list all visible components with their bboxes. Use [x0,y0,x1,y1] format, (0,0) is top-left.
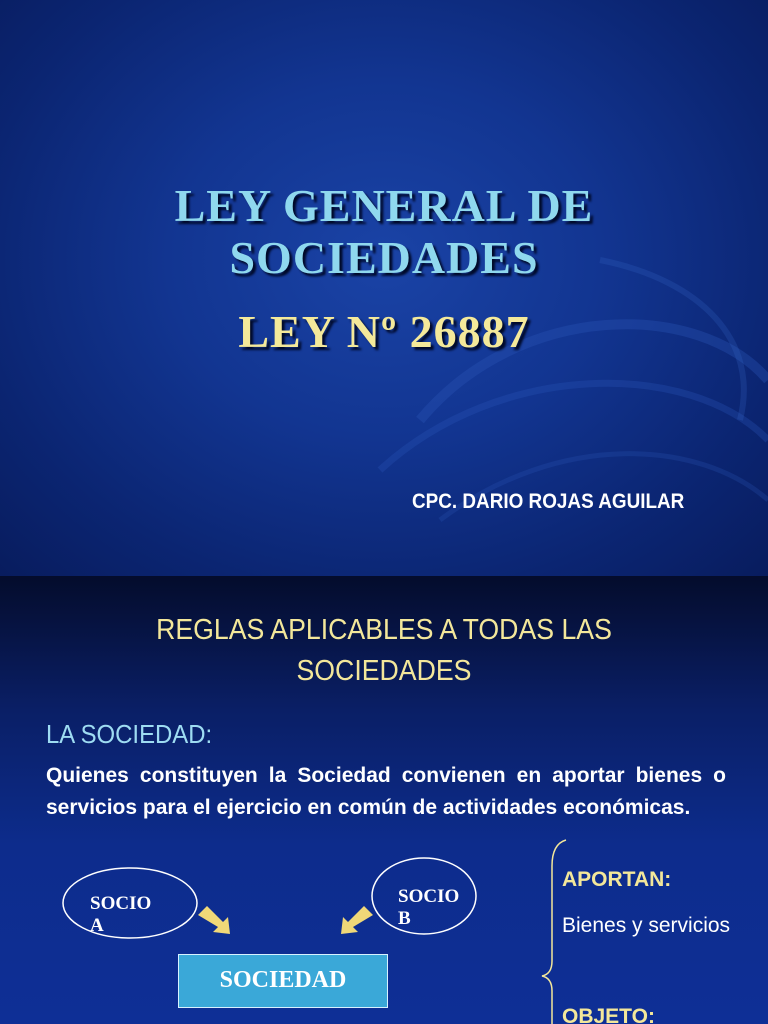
main-title-line-2: SOCIEDADES [229,232,539,283]
definition-text: Quienes constituyen la Sociedad convienen en aportar bienes o servicios para el ejercicio en común de actividades económicas. [46,764,726,819]
slide-heading-line-1: REGLAS APLICABLES A TODAS LAS [156,614,612,646]
law-number: LEY Nº 26887 [238,306,530,357]
section-label: LA SOCIEDAD: [46,719,213,749]
socio-b-label [398,886,459,930]
socio-b-label-line-2: B [398,908,411,929]
main-title [0,180,768,284]
socio-a-label [90,893,151,937]
socio-a-label-line-2: A [90,915,104,936]
arrow-b-to-sociedad-icon [341,906,373,934]
main-title-line-1: LEY GENERAL DE [174,180,594,231]
sociedad-label: SOCIEDAD [219,967,347,993]
sociedad-box [178,954,388,1008]
aportan-label: APORTAN: [562,868,672,891]
slide-heading-line-2: SOCIEDADES [296,655,472,687]
socio-a-label-line-1: SOCIO [90,893,152,914]
author-name: CPC. DARIO ROJAS AGUILAR [412,490,685,513]
aportan-value: Bienes y servicios [562,914,731,937]
objeto-label: OBJETO: [562,1005,655,1024]
rules-slide [0,576,768,1024]
arrow-a-to-sociedad-icon [198,906,230,934]
socio-b-label-line-1: SOCIO [398,886,460,907]
